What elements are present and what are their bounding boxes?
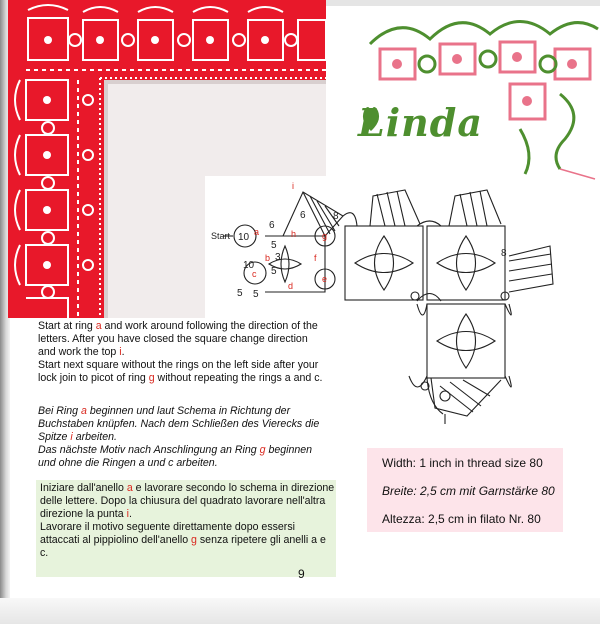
en-paragraph-1: Start at ring a and work around following the direction of the letters. After you have closed the square change direction and work the top i. [38,320,318,359]
svg-text:3: 3 [275,252,281,263]
page-number: 9 [298,567,305,581]
page-title: Linda [358,100,483,145]
svg-text:6: 6 [269,220,275,231]
instructions-german [38,405,328,470]
svg-text:8: 8 [501,248,507,259]
width-italian: Altezza: 2,5 cm in filato Nr. 80 [382,512,541,526]
colored-lace-sample [360,4,600,194]
svg-text:b: b [265,253,271,263]
width-english: Width: 1 inch in thread size 80 [382,456,543,470]
de-paragraph-2: Das nächste Motiv nach Anschlingung an Ring g beginnen und ohne die Ringen a und c arbeiten. [38,444,313,470]
width-german: Breite: 2,5 cm mit Garnstärke 80 [382,484,555,498]
it-paragraph-2: Lavorare il motivo seguente direttamente dopo essersi attaccati al pippiolino dell'anello g senza ripetere gli anelli a e c. [40,521,326,560]
pattern-schematic [205,176,565,438]
svg-text:e: e [322,274,328,284]
svg-text:h: h [291,229,297,239]
tatting-diagram [205,176,565,438]
start-label: Start [211,231,231,241]
svg-text:5: 5 [253,289,259,300]
svg-text:8: 8 [333,211,339,222]
svg-text:5: 5 [237,288,243,299]
svg-text:10: 10 [243,260,255,271]
svg-text:5: 5 [271,240,277,251]
svg-text:i: i [292,181,294,191]
svg-text:a: a [254,227,260,237]
svg-text:c: c [252,269,257,279]
de-paragraph-1: Bei Ring a beginnen und laut Schema in Richtung der Buchstaben knüpfen. Nach dem Schließen des Vierecks die Spitze i arbeiten. [38,405,320,444]
svg-text:g: g [322,231,328,241]
page-bottom-edge [0,598,600,624]
svg-text:d: d [288,281,294,291]
it-paragraph-1: Iniziare dall'anello a e lavorare secondo lo schema in direzione delle lettere. Dopo la chiusura del quadrato lavorare nell'altra direzione la punta i. [40,482,335,521]
svg-text:f: f [314,253,317,263]
instructions-english [38,320,328,385]
instructions-italian [36,480,336,577]
svg-text:5: 5 [271,266,277,277]
en-paragraph-2: Start next square without the rings on the left side after your lock join to picot of ring g without repeating the rings a and c. [38,359,323,385]
svg-text:6: 6 [300,210,306,221]
svg-text:10: 10 [238,232,250,243]
